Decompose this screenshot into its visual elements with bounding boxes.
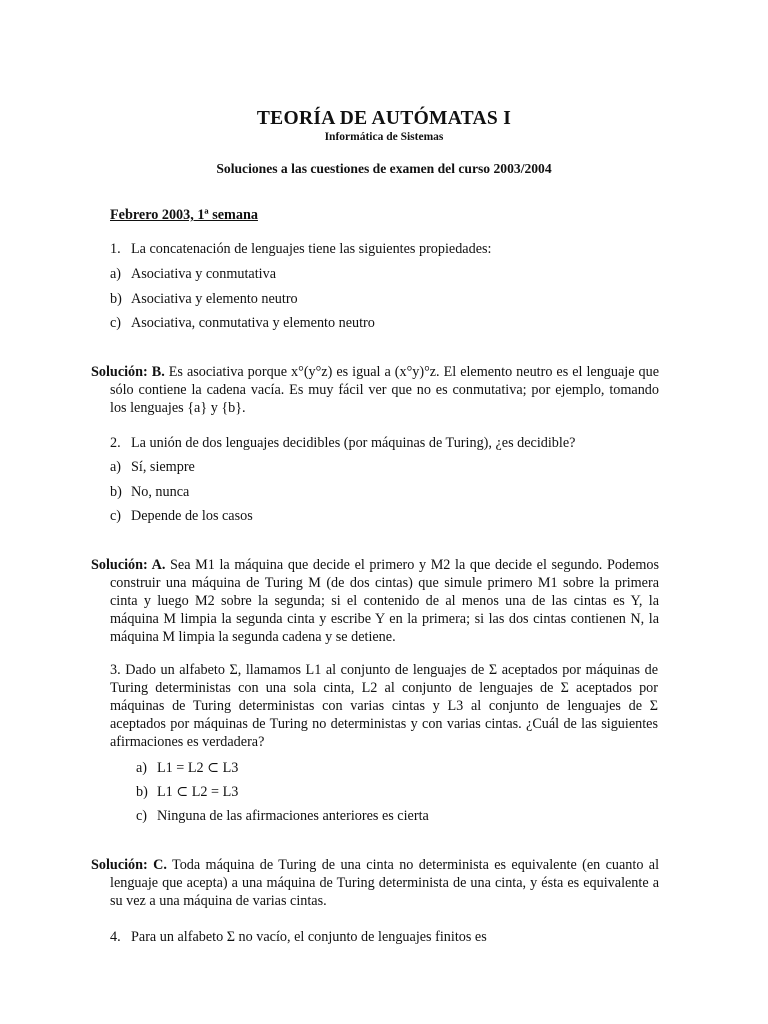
option-letter: c) [110, 315, 122, 331]
question-2 [110, 434, 658, 452]
option-letter: c) [110, 508, 122, 524]
question-number: 3. [110, 662, 121, 678]
solution-text: Es asociativa porque x°(y°z) es igual a (x°y)°z. El elemento neutro es el lenguaje que sólo contiene la cadena vacía. Es muy fácil ver que no es conmutativa; por ejemplo, tomando los lenguajes {a} y {b}. [110, 364, 659, 416]
question-2-option-b [110, 483, 650, 501]
document-title: TEORÍA DE AUTÓMATAS I [256, 108, 512, 129]
option-letter: b) [110, 291, 122, 307]
question-text: Dado un alfabeto Σ, llamamos L1 al conjunto de lenguajes de Σ aceptados por máquinas de Turing deterministas con una sola cinta, L2 al conjunto de lenguajes de Σ aceptados por máquinas de Turing deterministas con varias cintas y L3 al conjunto de lenguajes de Σ aceptados por máquinas de Turing no deterministas y con varias cintas. ¿Cuál de las siguientes afirmaciones es verdadera? [110, 662, 658, 750]
solution-label: Solución: C. [91, 857, 167, 873]
option-text: L1 ⊂ L2 = L3 [157, 784, 239, 800]
question-text: La unión de dos lenguajes decidibles (por máquinas de Turing), ¿es decidible? [131, 435, 576, 451]
solution-label: Solución: A. [91, 557, 166, 573]
solution-2 [91, 556, 659, 646]
solution-3 [91, 856, 659, 910]
question-number: 4. [110, 929, 121, 945]
question-1 [110, 240, 658, 258]
question-2-option-a [110, 458, 650, 476]
question-1-option-c [110, 314, 650, 332]
solution-1 [91, 363, 659, 417]
question-3-option-b [136, 783, 676, 801]
option-text: No, nunca [131, 484, 190, 500]
solution-label: Solución: B. [91, 364, 165, 380]
document-subtitle: Informática de Sistemas [324, 131, 444, 143]
question-4 [110, 928, 658, 946]
section-heading: Febrero 2003, 1ª semana [110, 207, 258, 223]
option-letter: b) [110, 484, 122, 500]
option-text: Asociativa y elemento neutro [131, 291, 298, 307]
question-1-option-b [110, 290, 650, 308]
option-text: Asociativa, conmutativa y elemento neutro [131, 315, 375, 331]
option-letter: a) [110, 459, 122, 475]
option-letter: b) [136, 784, 148, 800]
question-number: 2. [110, 435, 121, 451]
question-3-option-a [136, 759, 676, 777]
solution-text: Sea M1 la máquina que decide el primero y M2 la que decide el segundo. Podemos construir una máquina de Turing M (de dos cintas) que simule primero M1 sobre la primera cinta y luego M2 sobre la segunda; si el contenido de al menos una de las cintas es Y, la máquina M limpia la segunda cinta y escribe Y en la primera; si las dos cintas contienen N, la máquina M limpia la segunda cadena y se detiene. [110, 557, 659, 645]
solution-text: Toda máquina de Turing de una cinta no determinista es equivalente (en cuanto al lenguaje que acepta) a una máquina de Turing determinista de una cinta, y ésta es equivalente a su vez a una máquina de varias cintas. [110, 857, 660, 909]
question-3 [110, 661, 658, 751]
option-text: L1 = L2 ⊂ L3 [157, 760, 239, 776]
document-heading: Soluciones a las cuestiones de examen del curso 2003/2004 [216, 161, 552, 176]
option-text: Sí, siempre [131, 459, 195, 475]
question-3-option-c [136, 807, 676, 825]
question-2-option-c [110, 507, 650, 525]
question-1-option-a [110, 265, 650, 283]
option-text: Asociativa y conmutativa [131, 266, 276, 282]
question-text: La concatenación de lenguajes tiene las siguientes propiedades: [131, 241, 492, 257]
option-letter: c) [136, 808, 148, 824]
question-number: 1. [110, 241, 121, 257]
option-text: Ninguna de las afirmaciones anteriores es cierta [157, 808, 429, 824]
option-text: Depende de los casos [131, 508, 253, 524]
question-text: Para un alfabeto Σ no vacío, el conjunto de lenguajes finitos es [131, 929, 487, 945]
option-letter: a) [136, 760, 148, 776]
option-letter: a) [110, 266, 122, 282]
